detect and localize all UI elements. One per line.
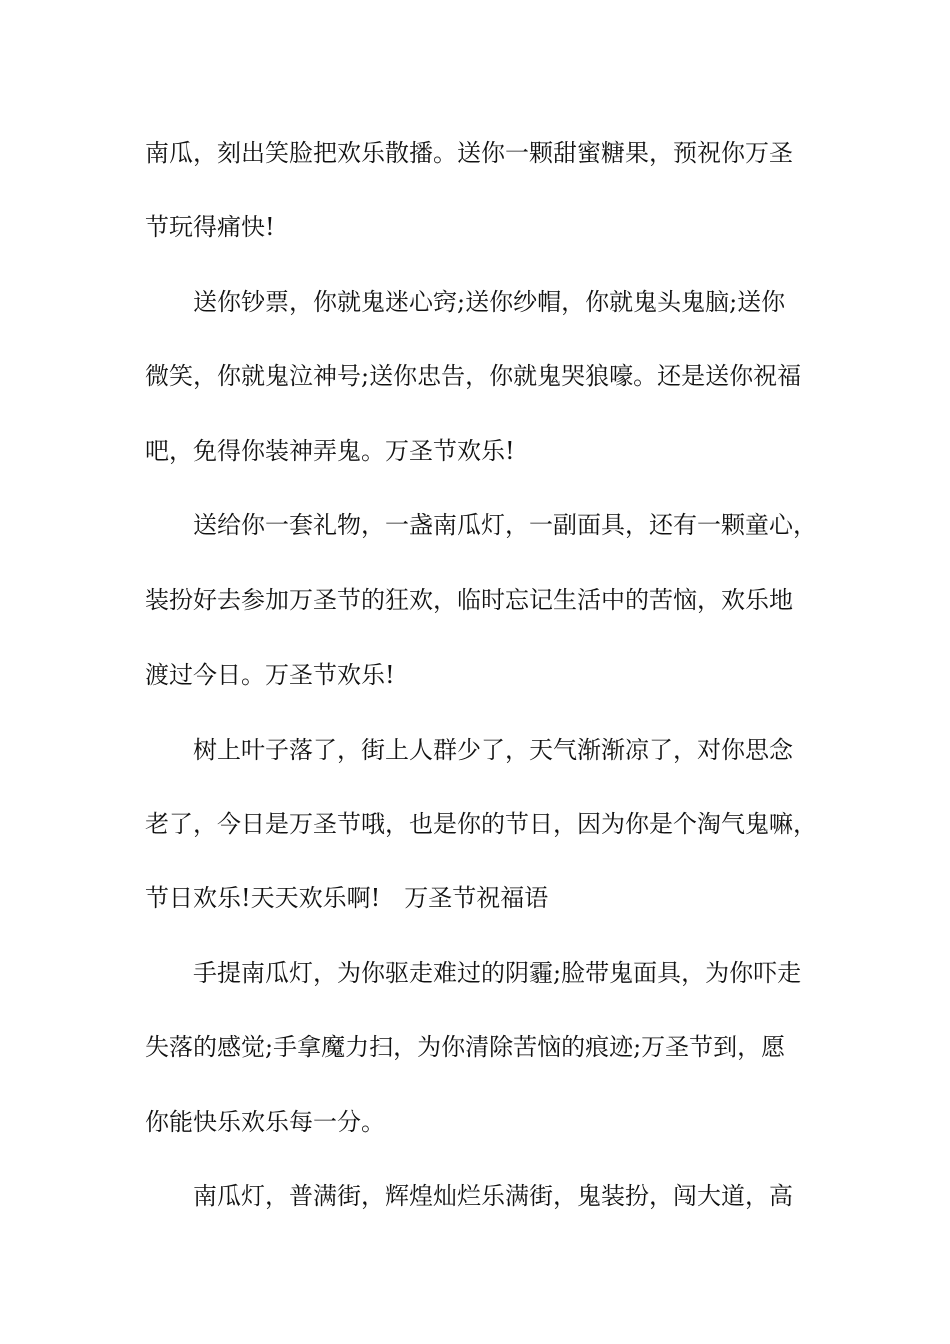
text-line: 失落的感觉;手拿魔力扫，为你清除苦恼的痕迹;万圣节到，愿 — [145, 1033, 786, 1061]
paragraph-first-line: 南瓜灯，普满街，辉煌灿烂乐满街，鬼装扮，闯大道，高 — [193, 1182, 793, 1210]
paragraph-first-line: 手提南瓜灯，为你驱走难过的阴霾;脸带鬼面具，为你吓走 — [193, 959, 802, 987]
text-line: 渡过今日。万圣节欢乐! — [145, 661, 395, 689]
text-line: 吧，免得你装神弄鬼。万圣节欢乐! — [145, 437, 515, 465]
text-line: 节玩得痛快! — [145, 213, 275, 241]
paragraph-first-line: 树上叶子落了，街上人群少了，天气渐渐凉了，对你思念 — [193, 736, 793, 764]
paragraph-first-line: 送给你一套礼物，一盏南瓜灯，一副面具，还有一颗童心， — [193, 511, 817, 539]
text-line: 你能快乐欢乐每一分。 — [145, 1108, 385, 1136]
text-line: 老了，今日是万圣节哦，也是你的节日，因为你是个淘气鬼嘛， — [145, 810, 817, 838]
paragraph-first-line: 送你钞票，你就鬼迷心窍;送你纱帽，你就鬼头鬼脑;送你 — [193, 288, 786, 316]
text-line: 微笑，你就鬼泣神号;送你忠告，你就鬼哭狼嚎。还是送你祝福 — [145, 362, 802, 390]
text-line: 装扮好去参加万圣节的狂欢，临时忘记生活中的苦恼，欢乐地 — [145, 586, 793, 614]
text-line: 南瓜，刻出笑脸把欢乐散播。送你一颗甜蜜糖果，预祝你万圣 — [145, 139, 793, 167]
text-line: 节日欢乐!天天欢乐啊! 万圣节祝福语 — [145, 884, 549, 912]
